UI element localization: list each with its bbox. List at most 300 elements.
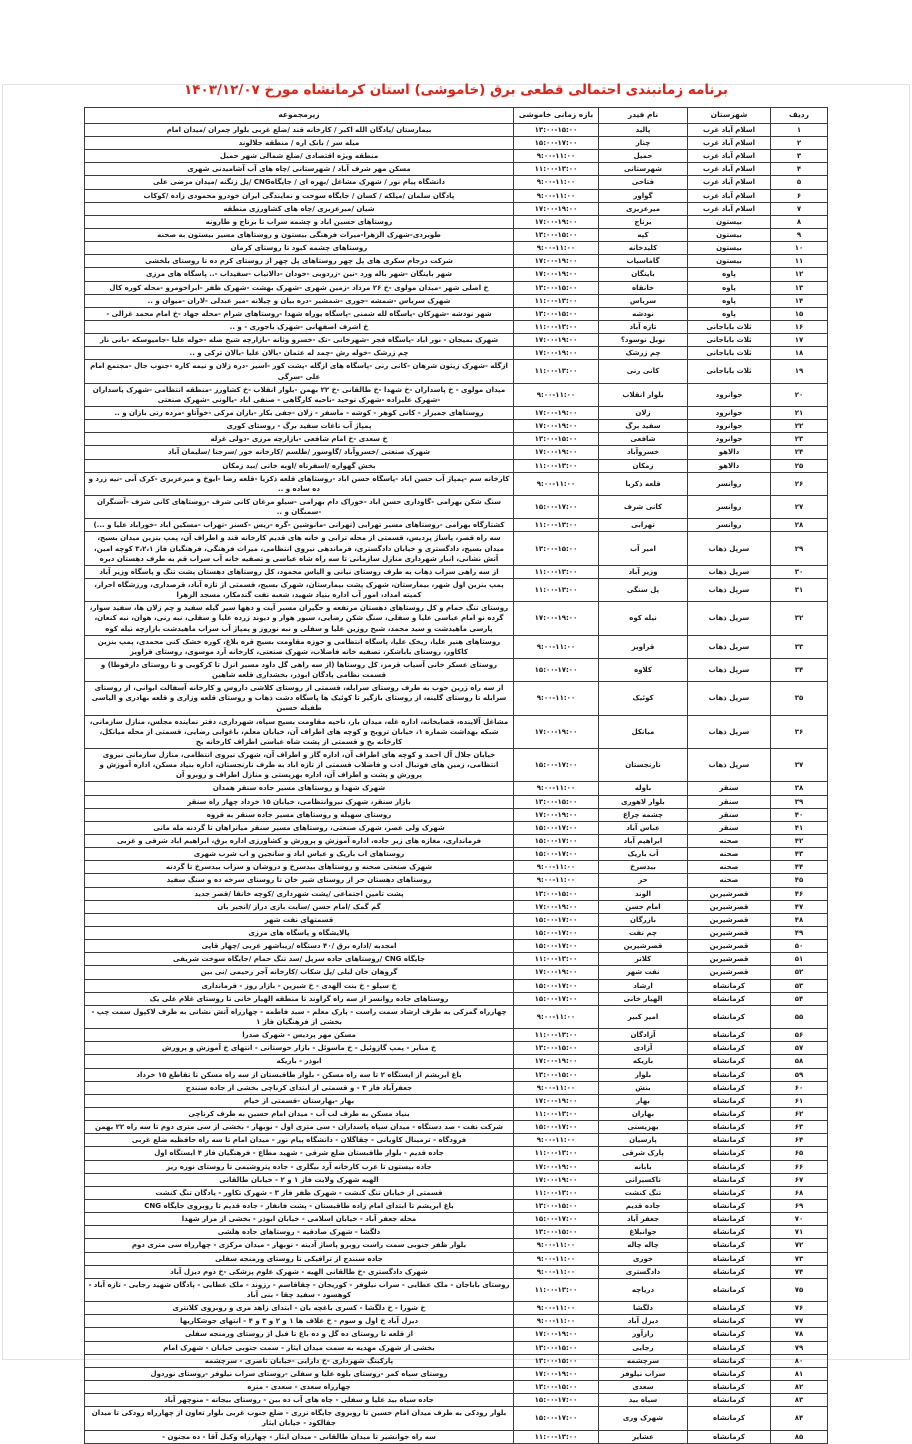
feeder-cell: سرچشمه	[599, 1354, 688, 1367]
time-range: ۱۷:۰۰-۱۹:۰۰	[534, 217, 578, 226]
time-cell	[514, 1147, 599, 1160]
table-row	[85, 1278, 828, 1301]
time-range: ۱۷:۰۰-۱۹:۰۰	[534, 1096, 578, 1105]
county-cell: قصرشیرین	[688, 900, 771, 913]
subset-cell: سه راه قصر، پاساژ پردیس، قسمتی از محله ترابی و خانه های قدیم کارخانه قند و اطراف آن، پمپ بنزین میدان بسیج، میدان بسیج، دادگستری و خیابان دادگستری، فرماندهی نیروی انتظامی، میراث فرهنگی، فرهنگیان فاز ۳،۲،۱ کوچه امین، آتش نشانی، انبار شهرداری منازل سازمانی تا سه راه شاه عباسی و تصفیه خانه آب سراب قم به طرف دهستان دیره	[85, 532, 514, 565]
feeder-cell: زلان	[599, 406, 688, 419]
subset-cell: دیزل آباد خ اول و سوم - خ علاف ها ۱ و ۲ و ۳ و ۴ - انتهای جوشکاریها	[85, 1315, 514, 1328]
time-cell	[514, 202, 599, 215]
row-number-cell: ۴۲	[771, 835, 828, 848]
county-cell: اسلام آباد غرب	[688, 123, 771, 136]
time-range: ۹:۰۰-۱۱:۰۰	[536, 1267, 576, 1276]
time-range: ۱۱:۰۰-۱۳:۰۰	[534, 1109, 578, 1118]
time-cell	[514, 215, 599, 228]
row-number-cell: ۱۵	[771, 307, 828, 320]
time-range: ۱۵:۰۰-۱۷:۰۰	[534, 1123, 578, 1132]
subset-cell: چهارراه گمرکی به طرف ارشاد سمت راست - پارک معلم - سید فاطمه - چهارراه آتش نشانی به طرف لاکپول سمت چپ - بخشی از فرهنگیان فاز ۱	[85, 1005, 514, 1028]
time-cell	[514, 1302, 599, 1315]
row-number-cell: ۷۵	[771, 1278, 828, 1301]
time-cell	[514, 992, 599, 1005]
county-cell: کرمانشاه	[688, 1186, 771, 1199]
time-cell	[514, 1094, 599, 1107]
table-row	[85, 715, 828, 748]
table-row	[85, 966, 828, 979]
table-row	[85, 821, 828, 834]
subset-cell: امجدیه /اداره برق /۴۰ دستگاه /ریباشهر غربی /چهار قاپی	[85, 940, 514, 953]
time-range: ۱۵:۰۰-۱۷:۰۰	[534, 1396, 578, 1405]
time-cell	[514, 189, 599, 202]
time-cell	[514, 715, 599, 748]
time-range: ۱۷:۰۰-۱۹:۰۰	[534, 270, 578, 279]
subset-cell: گم گمک /امام حسن /سایت بازی دراز /انجیر بان	[85, 900, 514, 913]
feeder-cell: باوله	[599, 782, 688, 795]
county-cell: کرمانشاه	[688, 1160, 771, 1173]
county-cell: کرمانشاه	[688, 1068, 771, 1081]
feeder-cell: پل سنگی	[599, 578, 688, 601]
subset-cell: بخش گهواره /اسفرناه /اویه خانی /بید زمکان	[85, 459, 514, 472]
subset-cell: جاده قدیم - بلوار طاقبستان ضلع شرقی - شهید مطاع - فرهنگیان فاز ۴ ایستگاه اول	[85, 1147, 514, 1160]
time-range: ۱۳:۰۰-۱۵:۰۰	[534, 1343, 578, 1352]
row-number-cell: ۵۵	[771, 1005, 828, 1028]
time-cell	[514, 682, 599, 715]
county-cell: کرمانشاه	[688, 979, 771, 992]
feeder-cell: کانی شرف	[599, 495, 688, 518]
county-cell: سنقر	[688, 795, 771, 808]
feeder-cell: جاده قدیم	[599, 1199, 688, 1212]
table-row	[85, 1407, 828, 1430]
table-header	[85, 108, 828, 124]
time-range: ۱۵:۰۰-۱۷:۰۰	[534, 761, 578, 770]
table-row	[85, 940, 828, 953]
county-cell: کرمانشاه	[688, 1029, 771, 1042]
time-cell	[514, 1394, 599, 1407]
time-range: ۹:۰۰-۱۱:۰۰	[536, 863, 576, 872]
county-cell: اسلام آباد غرب	[688, 202, 771, 215]
row-number-cell: ۷۰	[771, 1213, 828, 1226]
feeder-cell: نودشه	[599, 307, 688, 320]
county-cell: سرپل ذهاب	[688, 578, 771, 601]
subset-cell: شهرک صنعتی /خسروآباد /گاوسور /طلسم /کارخانه خور /سرجنا /سلیمان آباد	[85, 446, 514, 459]
subset-cell: خیابان جلال آل احمد و کوچه های اطراف آن، اداره گاز و اطراف آن، شهرک نیروی انتظامی، منازل سازمانی نیروی انتظامی، زمین های فوتبال ادب و فاضلاب قسمتی از تازه اباد به طرف نارنجستان، اداره بنیاد مسکن، اداره آموزش و پرورش و پشت و اطراف آن، اداره بهزیستی و منازل اطراف و روبرو آن	[85, 749, 514, 782]
time-range: ۱۳:۰۰-۱۵:۰۰	[534, 797, 578, 806]
feeder-cell: تاکسیرانی	[599, 1173, 688, 1186]
time-cell	[514, 1278, 599, 1301]
subset-cell: مسکن مهر پردیس - شهرک صدرا	[85, 1029, 514, 1042]
row-number-cell: ۱۷	[771, 334, 828, 347]
feeder-cell: فتاحی	[599, 176, 688, 189]
subset-cell: شهرک ولی عصر، شهرک صنعتی، روستاهای مسیر سنقر میانراهان تا گردنه مله مانی	[85, 821, 514, 834]
table-body	[85, 123, 828, 1443]
row-number-cell: ۸۳	[771, 1394, 828, 1407]
feeder-cell: بهاران	[599, 1107, 688, 1120]
time-range: ۱۷:۰۰-۱۹:۰۰	[534, 902, 578, 911]
time-cell	[514, 242, 599, 255]
subset-cell: روستاهای حسین اباد و چشمه سراب تا برناج و طارونه	[85, 215, 514, 228]
table-row	[85, 294, 828, 307]
subset-cell: جاده بیستون تا غرب کارخانه آرد بیگلری - جاده پتروشیمی تا روستای نوره ریز	[85, 1160, 514, 1173]
county-cell: جوانرود	[688, 406, 771, 419]
feeder-cell: دلگشا	[599, 1302, 688, 1315]
subset-cell: روستای سیاه کمر -روستای بلوه علیا و سفلی -روستای سراب نیلوفر -روستای نوردول	[85, 1367, 514, 1380]
row-number-cell: ۸۵	[771, 1430, 828, 1443]
time-cell	[514, 1252, 599, 1265]
table-row	[85, 281, 828, 294]
time-cell	[514, 1173, 599, 1186]
table-row	[85, 749, 828, 782]
subset-cell: دلگشا - شهرک صادقیه - روستاهای جاده هلشی	[85, 1226, 514, 1239]
row-number-cell: ۱۴	[771, 294, 828, 307]
subset-cell: میدان مولوی - خ پاسداران -خ شهدا -خ طالقانی -خ ۲۲ بهمن -بلوار انقلاب -خ کشاورز -منطقه انتظامی -شهرک پاسداران -شهرک علیزاده -شهرک توحید -ناحیه کارگاهی - صنفی اباد -یالونی -شهرک صنعتی	[85, 383, 514, 406]
feeder-cell: قراویز	[599, 635, 688, 658]
subset-cell: پمپ بنزین اول شهر، بیمارستان، شهرک پشت بیمارستان، شهرک بسیج، قسمتی از تازه آباد، قرصداری، ورزشگاه احرار، کمیته امداد، امور آب اداره بنیاد شهید، شعبه نفت گندمکار، مسجد الزهرا	[85, 578, 514, 601]
feeder-cell: نفت شهر	[599, 966, 688, 979]
row-number-cell: ۵	[771, 176, 828, 189]
table-row	[85, 1265, 828, 1278]
row-number-cell: ۶۷	[771, 1173, 828, 1186]
county-cell: ثلاث باباجانی	[688, 334, 771, 347]
county-cell: سرپل ذهاب	[688, 715, 771, 748]
time-range: ۹:۰۰-۱۱:۰۰	[536, 1083, 576, 1092]
time-range: ۱۱:۰۰-۱۳:۰۰	[534, 521, 578, 530]
table-row	[85, 176, 828, 189]
feeder-cell: پالید	[599, 123, 688, 136]
county-cell: سنقر	[688, 821, 771, 834]
county-cell: کرمانشاه	[688, 1252, 771, 1265]
subset-cell: پالایشگاه و پاسگاه های مرزی	[85, 927, 514, 940]
county-cell: کرمانشاه	[688, 1107, 771, 1120]
time-range: ۹:۰۰-۱۱:۰۰	[536, 152, 576, 161]
county-cell: سرپل ذهاب	[688, 635, 771, 658]
row-number-cell: ۴۸	[771, 913, 828, 926]
subset-cell: قسمتهای نفت شهر	[85, 913, 514, 926]
feeder-cell: باریکه	[599, 1055, 688, 1068]
time-range: ۱۷:۰۰-۱۹:۰۰	[534, 204, 578, 213]
time-range: ۹:۰۰-۱۱:۰۰	[536, 178, 576, 187]
feeder-cell: امیر کبیر	[599, 1005, 688, 1028]
feeder-cell: چاله چاله	[599, 1239, 688, 1252]
county-cell: کرمانشاه	[688, 1213, 771, 1226]
feeder-cell: ارشاد	[599, 979, 688, 992]
table-row	[85, 1367, 828, 1380]
row-number-cell: ۵۸	[771, 1055, 828, 1068]
county-cell: کرمانشاه	[688, 1239, 771, 1252]
row-number-cell: ۷۶	[771, 1302, 828, 1315]
time-range: ۱۷:۰۰-۱۹:۰۰	[534, 257, 578, 266]
row-number-cell: ۲	[771, 137, 828, 150]
table-row	[85, 459, 828, 472]
county-cell: کرمانشاه	[688, 1121, 771, 1134]
county-cell: کرمانشاه	[688, 1081, 771, 1094]
feeder-cell: بیدسرخ	[599, 861, 688, 874]
time-range: ۹:۰۰-۱۱:۰۰	[536, 784, 576, 793]
row-number-cell: ۳۵	[771, 682, 828, 715]
county-cell: کرمانشاه	[688, 1341, 771, 1354]
county-cell: کرمانشاه	[688, 1147, 771, 1160]
time-range: ۱۵:۰۰-۱۷:۰۰	[534, 665, 578, 674]
time-cell	[514, 1042, 599, 1055]
time-cell	[514, 137, 599, 150]
time-range: ۹:۰۰-۱۱:۰۰	[536, 1136, 576, 1145]
row-number-cell: ۵۲	[771, 966, 828, 979]
row-number-cell: ۷۷	[771, 1315, 828, 1328]
feeder-cell: رازآور	[599, 1328, 688, 1341]
row-number-cell: ۴۵	[771, 874, 828, 887]
row-number-cell: ۷۹	[771, 1341, 828, 1354]
county-cell: کرمانشاه	[688, 1380, 771, 1393]
time-cell	[514, 1239, 599, 1252]
table-row	[85, 1055, 828, 1068]
row-number-cell: ۸۴	[771, 1407, 828, 1430]
feeder-cell: سیاه بید	[599, 1394, 688, 1407]
county-cell: کرمانشاه	[688, 1430, 771, 1443]
county-cell: بیستون	[688, 215, 771, 228]
time-range: ۹:۰۰-۱۱:۰۰	[536, 479, 576, 488]
county-cell: سرپل ذهاب	[688, 749, 771, 782]
outage-schedule-table	[84, 107, 828, 1444]
time-cell	[514, 255, 599, 268]
subset-cell: روستای عسکر خانی آسیاب قرمز، کل روستاها (از سه راهی گل داود مسیر انزل تا کرکوبی و تا روستای دارفوطا) و قسمت نظامی پادگان ابوذر، بخشداری قلعه شاهین	[85, 658, 514, 681]
table-row	[85, 1121, 828, 1134]
subset-cell: شهرک دادگستری -خ طالقانی الهیه - شهرک علوم پزشکی -خ دوم دیزل آباد	[85, 1265, 514, 1278]
time-cell	[514, 1160, 599, 1173]
feeder-cell: الهیار خانی	[599, 992, 688, 1005]
time-cell	[514, 1199, 599, 1212]
time-cell	[514, 307, 599, 320]
table-row	[85, 1029, 828, 1042]
county-cell: ثلاث باباجانی	[688, 360, 771, 383]
table-row	[85, 1134, 828, 1147]
row-number-cell: ۵۴	[771, 992, 828, 1005]
county-cell: جوانرود	[688, 420, 771, 433]
time-range: ۱۳:۰۰-۱۵:۰۰	[534, 1382, 578, 1391]
time-range: ۱۵:۰۰-۱۷:۰۰	[534, 981, 578, 990]
time-cell	[514, 795, 599, 808]
row-number-cell: ۳۱	[771, 578, 828, 601]
row-number-cell: ۶۳	[771, 1121, 828, 1134]
time-cell	[514, 887, 599, 900]
county-cell: سرپل ذهاب	[688, 682, 771, 715]
county-cell: پاوه	[688, 268, 771, 281]
time-cell	[514, 821, 599, 834]
feeder-cell: جوانبلاغ	[599, 1226, 688, 1239]
time-range: ۱۳:۰۰-۱۵:۰۰	[534, 231, 578, 239]
row-number-cell: ۶۶	[771, 1160, 828, 1173]
time-range: ۱۱:۰۰-۱۳:۰۰	[534, 955, 578, 964]
county-cell: صحنه	[688, 874, 771, 887]
subset-cell: روستای تنگ حمام و کل روستاهای دهستان مرتفعه و جگیران مسیر آیت و دهها سیر گیله سفید و چم زلان ها، سفید سوار، گرده نو امام عباسی علیا و سفلی، سنگ شکن رضایی، سیور هوار و دیوند زرده علیا و سفلی، نبه رنی، هوان، نبه کنعان، پارسی ماهیدشت و سید محمد، شیخ روزین علیا و سفلی و نبه نوروز و پمپاژ آب سراب ماهیدشت بازارچه نیله کوه	[85, 602, 514, 635]
time-cell	[514, 420, 599, 433]
time-cell	[514, 940, 599, 953]
county-cell: بیستون	[688, 229, 771, 242]
subset-cell: شهرک سریاس -شمشه -جوری -شمشیر -دره بیان و چیلانه -میر عبدلی -لاران -میوان و ..	[85, 294, 514, 307]
county-cell: بیستون	[688, 255, 771, 268]
row-number-cell: ۶۲	[771, 1107, 828, 1120]
subset-cell: مسکن مهر شرف آباد / شهرستانی /چاه های آب آشامیدنی شهری	[85, 163, 514, 176]
county-cell: صحنه	[688, 848, 771, 861]
time-range: ۱۳:۰۰-۱۵:۰۰	[534, 309, 578, 318]
time-cell	[514, 347, 599, 360]
time-range: ۹:۰۰-۱۱:۰۰	[536, 191, 576, 200]
time-range: ۹:۰۰-۱۱:۰۰	[536, 244, 576, 253]
subset-cell: کشتارگاه بهرامی -روستاهای مسیر تهرابی (تهرانی -مانوشین -گره -ریس -کسنز -تهراب -مسکین اباد -خوراباد علیا و ...)	[85, 519, 514, 532]
subset-cell: خ منابر - پمپ گازوئیل - خ ماسوئل - بازار خوستانی - انتهای خ آموزش و پرورش	[85, 1042, 514, 1055]
time-range: ۱۱:۰۰-۱۳:۰۰	[534, 586, 578, 594]
subset-cell: باغ ابریشم تا ابتدای امام زاده طاقبستان - پشت فانفار - جاده قدیم تا روبروی جایگاه CNG	[85, 1199, 514, 1212]
subset-cell: بنیاد مسکن به طرف لب آب - میدان امام حسین به طرف کرناچی	[85, 1107, 514, 1120]
time-range: ۱۵:۰۰-۱۷:۰۰	[534, 915, 578, 924]
row-number-cell: ۳۶	[771, 715, 828, 748]
feeder-cell: نوبل نوسود؟	[599, 334, 688, 347]
feeder-cell: چنار	[599, 137, 688, 150]
table-row	[85, 1186, 828, 1199]
table-row	[85, 887, 828, 900]
time-range: ۱۳:۰۰-۱۵:۰۰	[534, 544, 578, 553]
time-cell	[514, 294, 599, 307]
table-row	[85, 565, 828, 578]
feeder-cell: کوئیک	[599, 682, 688, 715]
table-row	[85, 383, 828, 406]
row-number-cell: ۲۸	[771, 519, 828, 532]
time-range: ۱۵:۰۰-۱۷:۰۰	[534, 1414, 578, 1423]
time-range: ۱۵:۰۰-۱۷:۰۰	[534, 503, 578, 512]
time-cell	[514, 320, 599, 333]
county-cell: اسلام آباد غرب	[688, 163, 771, 176]
county-cell: سرپل ذهاب	[688, 602, 771, 635]
time-range: ۱۷:۰۰-۱۹:۰۰	[534, 1057, 578, 1066]
feeder-cell: آب باریک	[599, 848, 688, 861]
feeder-cell: تهرابی	[599, 519, 688, 532]
row-number-cell: ۴۹	[771, 927, 828, 940]
county-cell: کرمانشاه	[688, 1265, 771, 1278]
feeder-cell: شهرک وری	[599, 1407, 688, 1430]
row-number-cell: ۱۹	[771, 360, 828, 383]
row-number-cell: ۲۵	[771, 459, 828, 472]
feeder-cell: نارنجستان	[599, 749, 688, 782]
feeder-cell: نیله کوه	[599, 602, 688, 635]
time-range: ۱۷:۰۰-۱۹:۰۰	[534, 1330, 578, 1339]
feeder-cell: جعفر آباد	[599, 1213, 688, 1226]
county-cell: کرمانشاه	[688, 1094, 771, 1107]
feeder-cell: کلاوه	[599, 658, 688, 681]
row-number-cell: ۸۰	[771, 1354, 828, 1367]
table-row	[85, 953, 828, 966]
row-number-cell: ۵۶	[771, 1029, 828, 1042]
time-cell	[514, 749, 599, 782]
table-row	[85, 1173, 828, 1186]
county-cell: کرمانشاه	[688, 1055, 771, 1068]
county-cell: قصرشیرین	[688, 953, 771, 966]
row-number-cell: ۱۳	[771, 281, 828, 294]
header-county: شهرستان	[688, 108, 771, 124]
feeder-cell: شافعی	[599, 433, 688, 446]
subset-cell: ابوذر - باریکه	[85, 1055, 514, 1068]
feeder-cell: پارک شرقی	[599, 1147, 688, 1160]
row-number-cell: ۴۴	[771, 861, 828, 874]
feeder-cell: سعدی	[599, 1380, 688, 1393]
table-row	[85, 433, 828, 446]
subset-cell: سنگ شکن بهرامی -گاوداری حسن اباد -خوراک دام بهرامی -سیلو مرغان کانی شرف -روستاهای کانی شرف -آسنگران -سمنگان و ..	[85, 495, 514, 518]
row-number-cell: ۹	[771, 229, 828, 242]
table-row	[85, 189, 828, 202]
table-row	[85, 215, 828, 228]
time-range: ۱۱:۰۰-۱۳:۰۰	[534, 1432, 578, 1441]
row-number-cell: ۲۹	[771, 532, 828, 565]
time-cell	[514, 1134, 599, 1147]
feeder-cell: امام حسن	[599, 900, 688, 913]
subset-cell: کارخانه سم -پمپاژ آب حسن اباد -پاسگاه حسن اباد -روستاهای قلعه ذکریا -قلعه رضا -ایوخ و میرعزیزی -کرک آبی -نیه زرد و ده ساده و ..	[85, 472, 514, 495]
subset-cell: بخشی از شهرک مهدیه به سمت میدان ایثار - سمت جنوبی خیابان - شهرک امام	[85, 1341, 514, 1354]
county-cell: روانسر	[688, 472, 771, 495]
time-cell	[514, 1055, 599, 1068]
feeder-cell: تنگ کنشت	[599, 1186, 688, 1199]
feeder-cell: بهزیستی	[599, 1121, 688, 1134]
time-range: ۱۵:۰۰-۱۷:۰۰	[534, 1215, 578, 1224]
row-number-cell: ۶	[771, 189, 828, 202]
time-cell	[514, 1328, 599, 1341]
time-cell	[514, 1068, 599, 1081]
time-range: ۹:۰۰-۱۱:۰۰	[536, 1012, 576, 1021]
header-feeder: نام فیدر	[599, 108, 688, 124]
time-cell	[514, 578, 599, 601]
feeder-cell: گاماسیاب	[599, 255, 688, 268]
subset-cell: پشت تامین اجتماعی /پشت شهرداری /کوچه خانقا /قصر جدید	[85, 887, 514, 900]
table-row	[85, 347, 828, 360]
table-row	[85, 472, 828, 495]
table-row	[85, 861, 828, 874]
time-range: ۱۱:۰۰-۱۳:۰۰	[534, 1285, 578, 1294]
subset-cell: روستاهای جمیزار - کانی کوهر - کوشه - ماسفر - زلان -جفی بکار -بازان مرکی -خوآتاو -مرده رنی بازان و ..	[85, 406, 514, 419]
row-number-cell: ۱۱	[771, 255, 828, 268]
time-cell	[514, 123, 599, 136]
feeder-cell: تازه آباد	[599, 320, 688, 333]
time-cell	[514, 519, 599, 532]
time-cell	[514, 495, 599, 518]
subset-cell: از قلعه تا روستای ده گل و ده باغ تا قبل از روستای ورمنجه سفلی	[85, 1328, 514, 1341]
feeder-cell: بلوار	[599, 1068, 688, 1081]
row-number-cell: ۱۰	[771, 242, 828, 255]
row-number-cell: ۷	[771, 202, 828, 215]
subset-cell: محله جعفر آباد - خیابان اسلامی - خیابان ابوذر - بخشی از مزار شهدا	[85, 1213, 514, 1226]
time-range: ۹:۰۰-۱۱:۰۰	[536, 390, 576, 399]
subset-cell: شرکت درجام سکری های پل چهر روستاهای پل چهر از روستای کرم ده تا روستای بلخشی	[85, 255, 514, 268]
county-cell: کرمانشاه	[688, 1042, 771, 1055]
subset-cell: جعفرآباد فاز ۳ - و قسمتی از ابتدای کرناچی بخشی از جاده سنندج	[85, 1081, 514, 1094]
feeder-cell: چشمه چراغ	[599, 808, 688, 821]
feeder-cell: کلیدخانه	[599, 242, 688, 255]
county-cell: روانسر	[688, 495, 771, 518]
row-number-cell: ۶۰	[771, 1081, 828, 1094]
subset-cell: پارکینگ شهرداری -خ دارایی -خیابان ناصری - سرچشمه	[85, 1354, 514, 1367]
table-row	[85, 1042, 828, 1055]
time-range: ۹:۰۰-۱۱:۰۰	[536, 1304, 576, 1313]
time-cell	[514, 848, 599, 861]
time-range: ۱۵:۰۰-۱۷:۰۰	[534, 929, 578, 938]
row-number-cell: ۱	[771, 123, 828, 136]
row-number-cell: ۴۰	[771, 808, 828, 821]
time-cell	[514, 979, 599, 992]
county-cell: قصرشیرین	[688, 927, 771, 940]
row-number-cell: ۶۸	[771, 1186, 828, 1199]
time-range: ۱۳:۰۰-۱۵:۰۰	[534, 283, 578, 292]
table-row	[85, 519, 828, 532]
subset-cell: ازگله -شهرک زیتون شرهان -کانی رنی -پاسگاه های ازگله -پشت کور -اسیر -دره زلان و نیمه کاره -جنوب جال -مجتمع امام علی -سرگی	[85, 360, 514, 383]
time-cell	[514, 1380, 599, 1393]
time-cell	[514, 782, 599, 795]
row-number-cell: ۲۴	[771, 446, 828, 459]
county-cell: کرمانشاه	[688, 1278, 771, 1301]
table-row	[85, 406, 828, 419]
time-range: ۹:۰۰-۱۱:۰۰	[536, 1254, 576, 1263]
